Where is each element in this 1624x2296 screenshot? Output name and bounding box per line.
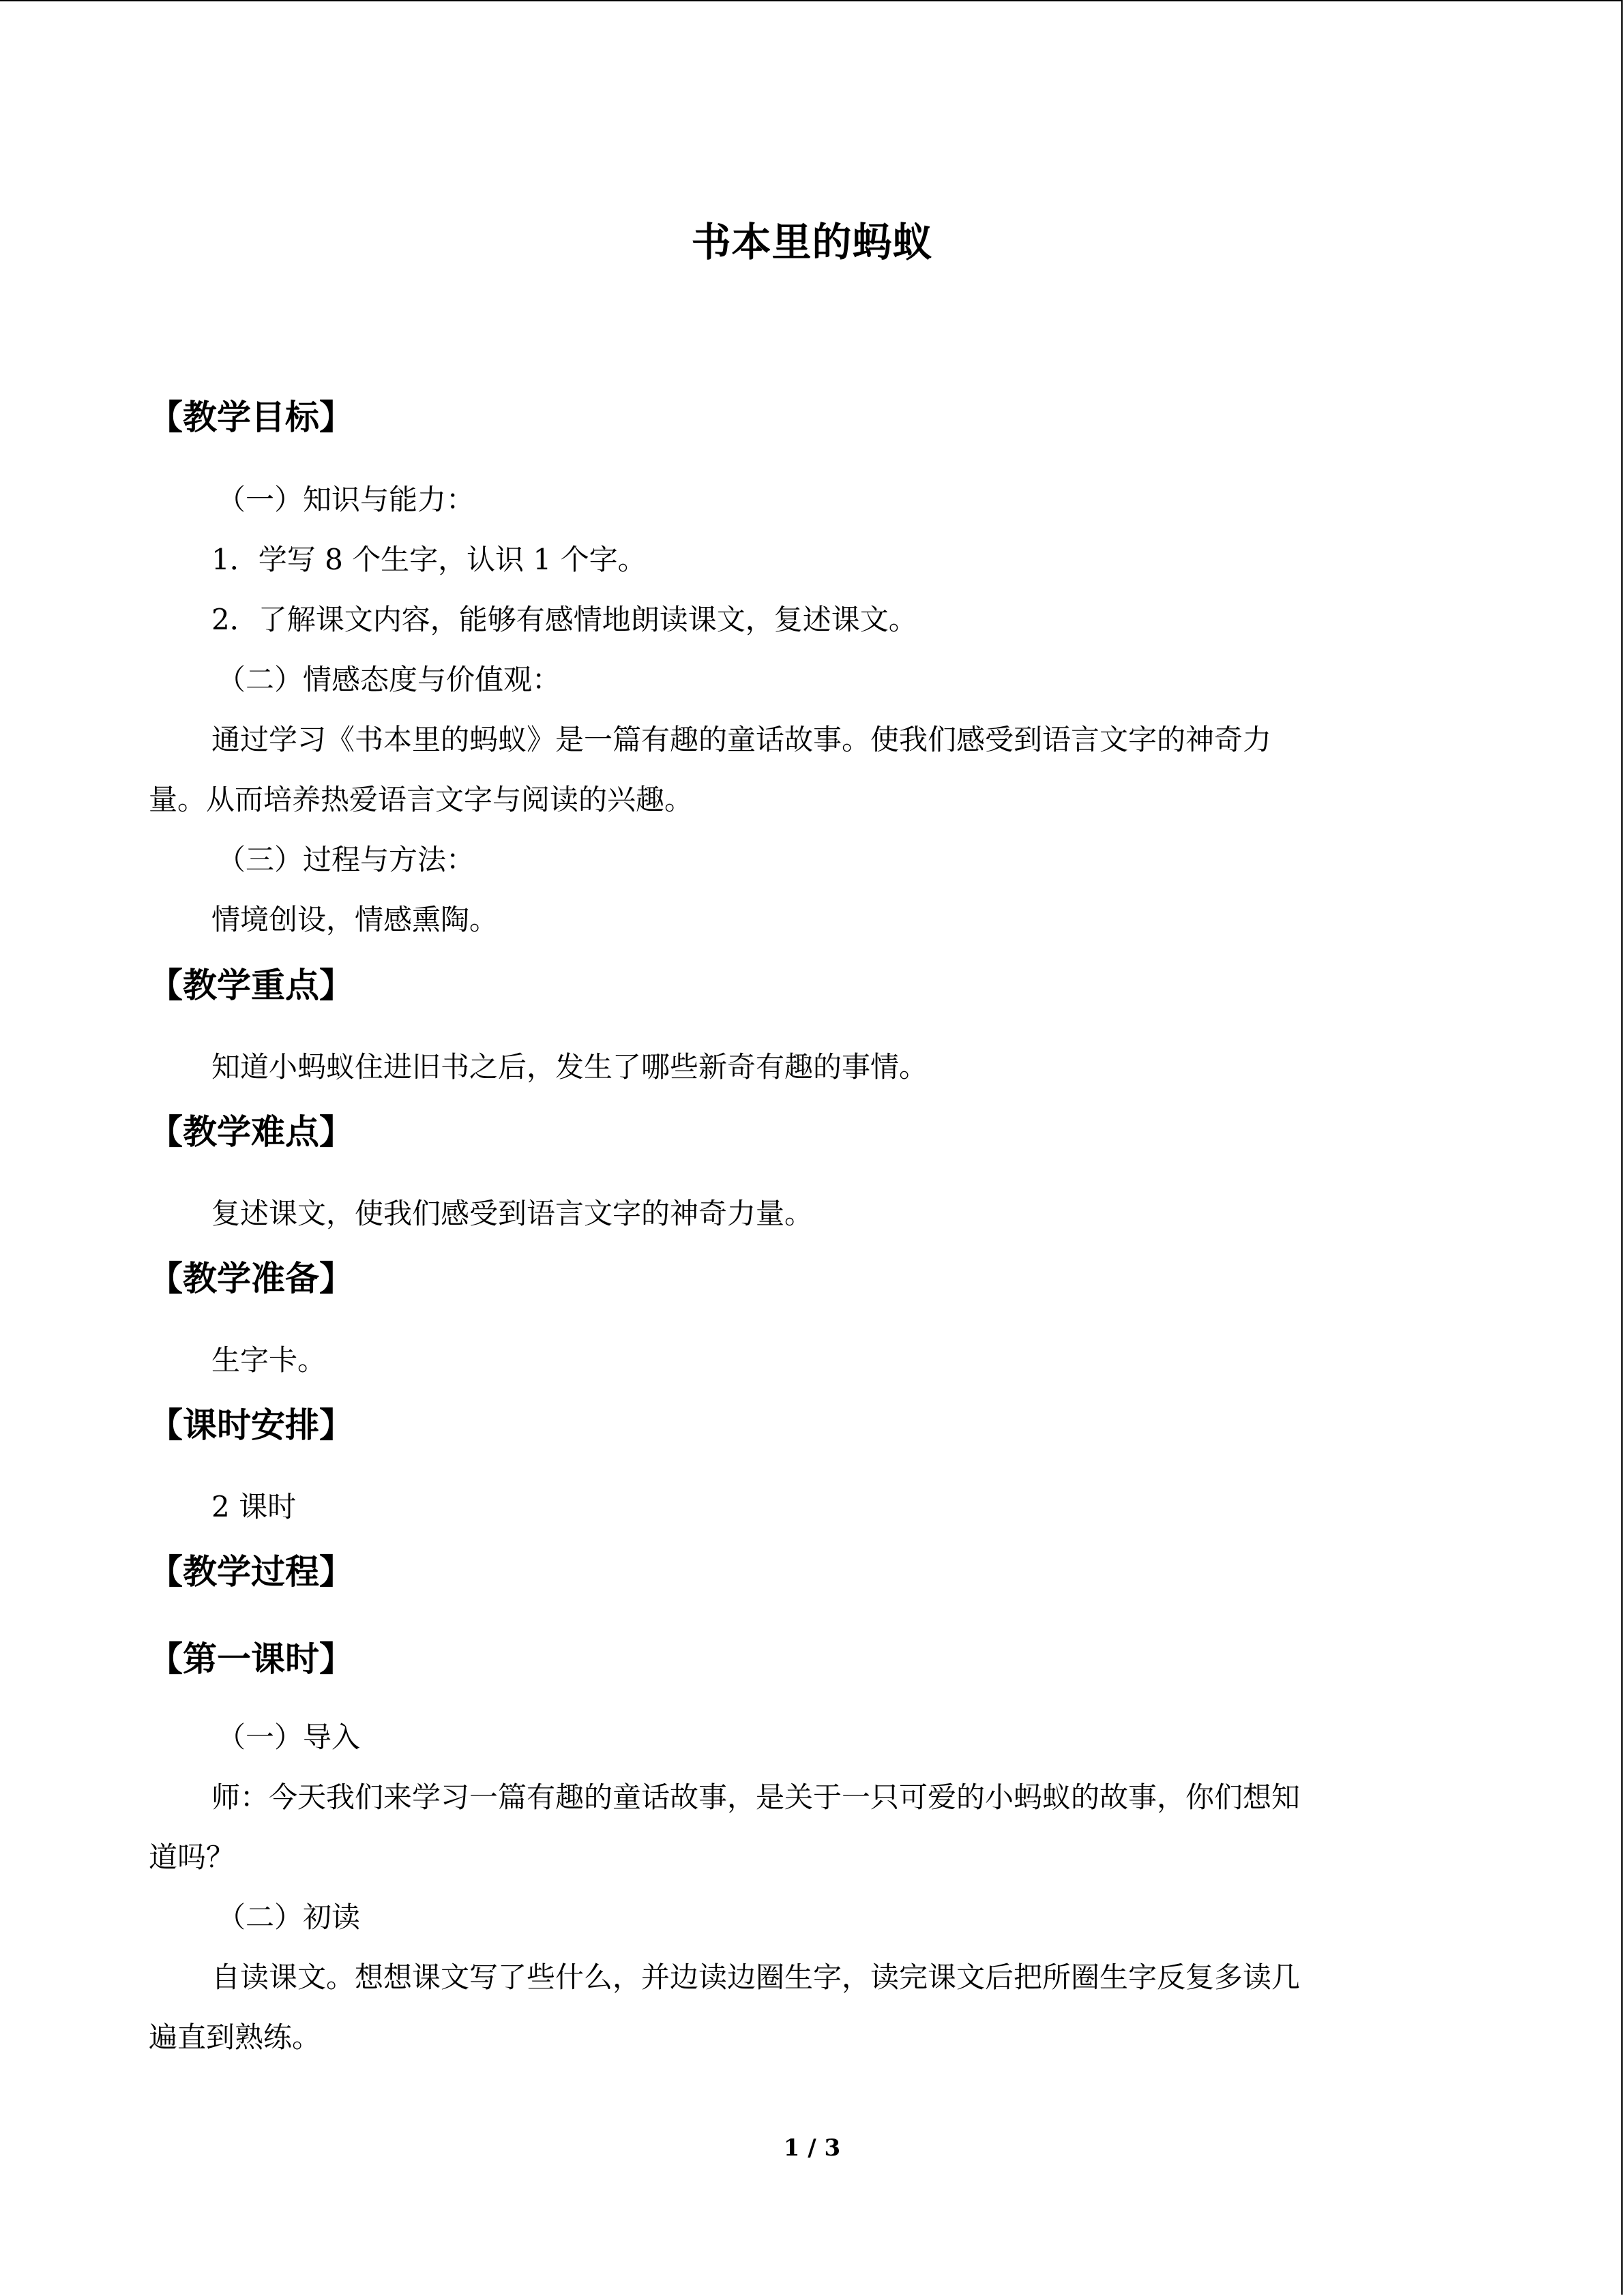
preparation-text: 生字卡。	[211, 1343, 327, 1377]
objectives-line-7: （三）过程与方法：	[217, 843, 475, 876]
difficulties-text: 复述课文，使我们感受到语言文字的神奇力量。	[211, 1197, 814, 1230]
heading-difficulties: 【教学难点】	[149, 1112, 353, 1152]
schedule-text: 2 课时	[211, 1490, 297, 1523]
heading-objectives: 【教学目标】	[149, 398, 353, 437]
objectives-line-3: 2．了解课文内容，能够有感情地朗读课文，复述课文。	[211, 603, 917, 636]
objectives-line-6: 量。从而培养热爱语言文字与阅读的兴趣。	[149, 783, 694, 816]
heading-key-points: 【教学重点】	[149, 966, 353, 1005]
first-lesson-line-1: （一）导入	[217, 1720, 361, 1754]
first-lesson-line-4: （二）初读	[217, 1900, 361, 1934]
first-lesson-line-6: 遍直到熟练。	[149, 2021, 321, 2054]
objectives-line-4: （二）情感态度与价值观：	[217, 663, 561, 696]
heading-preparation: 【教学准备】	[149, 1259, 353, 1298]
heading-schedule: 【课时安排】	[149, 1405, 353, 1445]
heading-process: 【教学过程】	[149, 1552, 353, 1592]
first-lesson-line-2: 师：今天我们来学习一篇有趣的童话故事，是关于一只可爱的小蚂蚁的故事，你们想知	[211, 1780, 1301, 1814]
first-lesson-line-3: 道吗？	[149, 1840, 235, 1874]
objectives-line-5: 通过学习《书本里的蚂蚁》是一篇有趣的童话故事。使我们感受到语言文字的神奇力	[211, 723, 1272, 756]
heading-first-lesson: 【第一课时】	[149, 1639, 353, 1679]
key-points-text: 知道小蚂蚁住进旧书之后，发生了哪些新奇有趣的事情。	[211, 1050, 928, 1084]
objectives-line-8: 情境创设，情感熏陶。	[211, 903, 499, 936]
page-number: 1 / 3	[783, 2134, 841, 2162]
objectives-line-2: 1．学写 8 个生字，认识 1 个字。	[211, 543, 647, 576]
first-lesson-line-5: 自读课文。想想课文写了些什么，并边读边圈生字，读完课文后把所圈生字反复多读几	[211, 1960, 1301, 1994]
document-title: 书本里的蚂蚁	[691, 219, 933, 265]
objectives-line-1: （一）知识与能力：	[217, 483, 475, 516]
